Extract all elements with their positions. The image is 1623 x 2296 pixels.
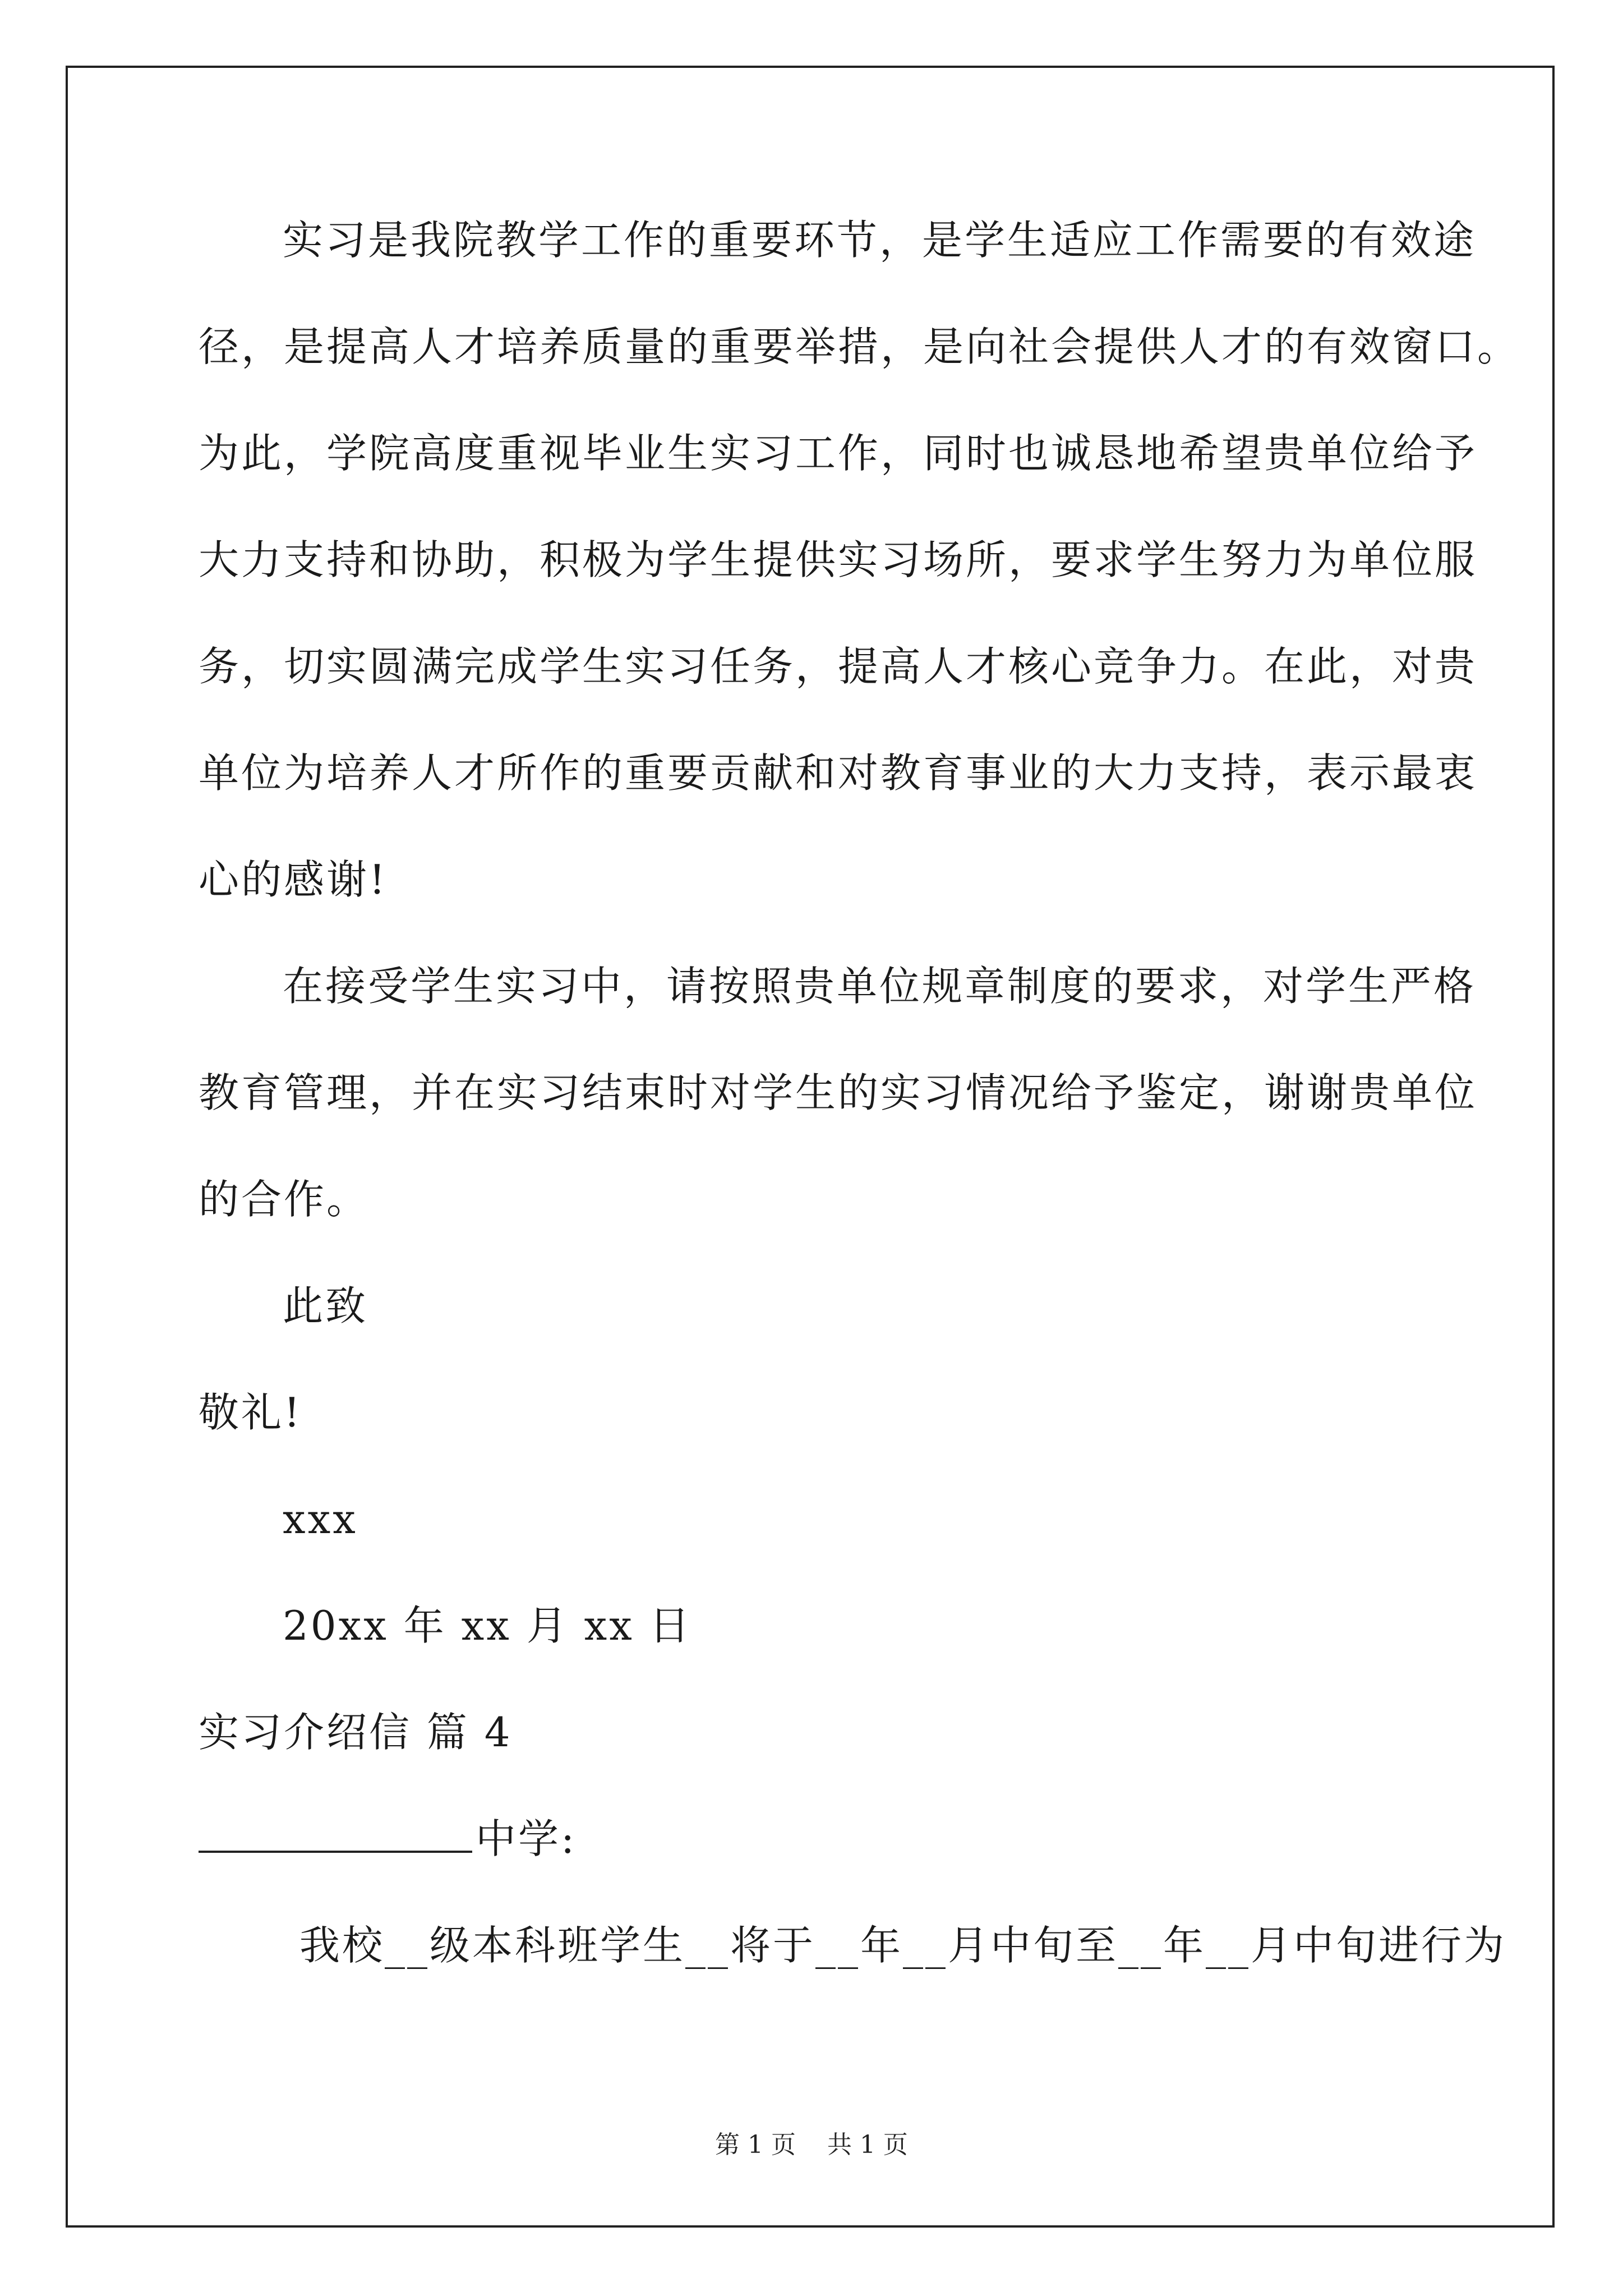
closing-regards: 敬礼! bbox=[199, 1389, 302, 1436]
paragraph-2-line-1: 在接受学生实习中，请按照贵单位规章制度的要求，对学生严格 bbox=[283, 963, 1477, 1010]
paragraph-3-line-1: 我校__级本科班学生__将于__年__月中旬至__年__月中旬进行为 bbox=[299, 1922, 1507, 1969]
paragraph-2-line-2: 教育管理，并在实习结束时对学生的实习情况给予鉴定，谢谢贵单位 bbox=[199, 1069, 1478, 1116]
recipient-blank bbox=[199, 1815, 472, 1853]
page-footer: 第 1 页 共 1 页 bbox=[715, 2131, 908, 2159]
paragraph-1-line-2: 径，是提高人才培养质量的重要举措，是向社会提供人才的有效窗口。 bbox=[199, 323, 1520, 370]
paragraph-1-line-3: 为此，学院高度重视毕业生实习工作，同时也诚恳地希望贵单位给予 bbox=[199, 430, 1478, 477]
paragraph-1-line-5: 务，切实圆满完成学生实习任务，提高人才核心竞争力。在此，对贵 bbox=[199, 643, 1478, 690]
recipient-suffix: 中学: bbox=[476, 1815, 577, 1862]
page-border bbox=[66, 66, 1555, 2228]
section-title: 实习介绍信 篇 4 bbox=[199, 1709, 513, 1756]
paragraph-1-line-4: 大力支持和协助，积极为学生提供实习场所，要求学生努力为单位服 bbox=[199, 536, 1478, 583]
paragraph-1-line-6: 单位为培养人才所作的重要贡献和对教育事业的大力支持，表示最衷 bbox=[199, 749, 1478, 797]
paragraph-1-line-1: 实习是我院教学工作的重要环节，是学生适应工作需要的有效途 bbox=[283, 217, 1477, 264]
paragraph-2-line-3: 的合作。 bbox=[199, 1176, 370, 1223]
paragraph-1-line-7: 心的感谢! bbox=[199, 856, 388, 903]
recipient-line bbox=[199, 1812, 577, 1866]
signature: xxx bbox=[283, 1496, 358, 1543]
closing-salutation: 此致 bbox=[283, 1282, 368, 1329]
date: 20xx 年 xx 月 xx 日 bbox=[283, 1602, 692, 1649]
